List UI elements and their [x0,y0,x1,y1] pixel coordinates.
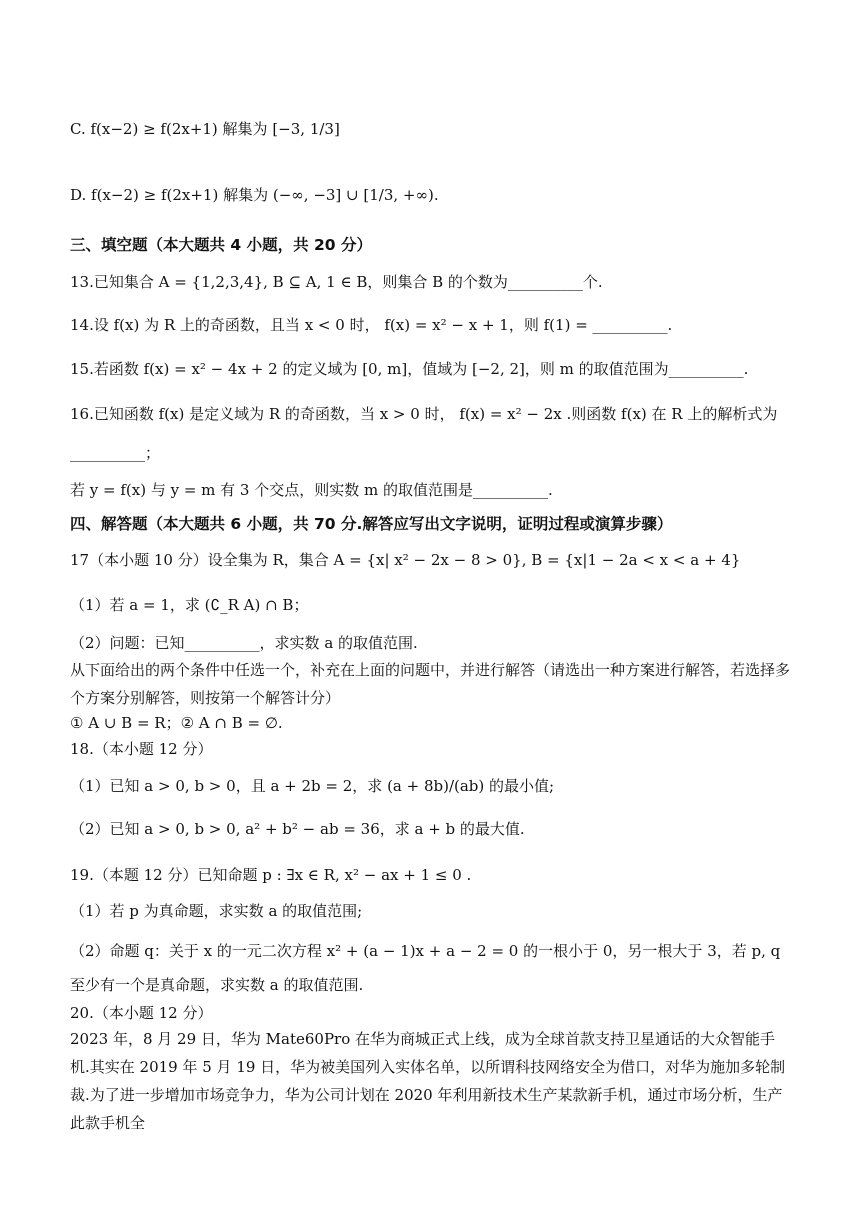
question-17-instructions: 从下面给出的两个条件中任选一个，补充在上面的问题中，并进行解答（请选出一种方案进行解答，若选择多个方案分别解答，则按第一个解答计分） [70,661,791,707]
question-16-line1: 16.已知函数 f(x) 是定义域为 R 的奇函数，当 x > 0 时， f(x) = x² − 2x .则函数 f(x) 在 R 上的解析式为 [70,405,778,423]
question-17-part2: （2）问题：已知__________，求实数 a 的取值范围. [70,634,418,652]
question-14: 14.设 f(x) 为 R 上的奇函数，且当 x < 0 时， f(x) = x² − x + 1，则 f(1) = __________. [70,316,673,334]
question-20: 20.（本小题 12 分） [70,1004,213,1022]
question-18-part2: （2）已知 a > 0, b > 0, a² + b² − ab = 36，求 a + b 的最大值. [70,820,525,838]
question-15: 15.若函数 f(x) = x² − 4x + 2 的定义域为 [0, m]，值域为 [−2, 2]，则 m 的取值范围为__________. [70,360,749,378]
question-16-line2: __________； [70,444,161,462]
question-18: 18.（本小题 12 分） [70,740,213,758]
option-d: D. f(x−2) ≥ f(2x+1) 解集为 (−∞, −3] ∪ [1/3, +∞). [70,186,439,204]
question-19-part1: （1）若 p 为真命题，求实数 a 的取值范围; [70,902,363,920]
question-16-line3: 若 y = f(x) 与 y = m 有 3 个交点，则实数 m 的取值范围是__________. [70,481,553,499]
question-19: 19.（本题 12 分）已知命题 p : ∃x ∈ R, x² − ax + 1 ≤ 0 . [70,866,472,884]
question-19-part2: （2）命题 q：关于 x 的一元二次方程 x² + (a − 1)x + a − 2 = 0 的一根小于 0，另一根大于 3，若 p, q 至少有一个是真命题，求实数 a 的取值范围. [70,942,781,994]
section-answer-heading: 四、解答题（本大题共 6 小题，共 70 分.解答应写出文字说明，证明过程或演算步骤） [70,515,673,533]
question-17-part1: （1）若 a = 1，求 (∁_R A) ∩ B； [70,596,309,614]
question-17-conditions: ① A ∪ B = R；② A ∩ B = ∅. [70,714,283,732]
option-c: C. f(x−2) ≥ f(2x+1) 解集为 [−3, 1/3] [70,120,340,138]
section-fill-blank-heading: 三、填空题（本大题共 4 小题，共 20 分） [70,236,372,254]
question-18-part1: （1）已知 a > 0, b > 0，且 a + 2b = 2，求 (a + 8b)/(ab) 的最小值; [70,777,555,795]
question-13: 13.已知集合 A = {1,2,3,4}, B ⊆ A, 1 ∈ B，则集合 B 的个数为__________个. [70,273,603,291]
question-17: 17（本小题 10 分）设全集为 R，集合 A = {x| x² − 2x − 8 > 0}, B = {x|1 − 2a < x < a + 4} [70,551,741,569]
question-20-text: 2023 年，8 月 29 日，华为 Mate60Pro 在华为商城正式上线，成为全球首款支持卫星通话的大众智能手机.其实在 2019 年 5 月 19 日，华为被美国列入实体名单，以所谓科技网络安全为借口，对华为施加多轮制裁.为了进一步增加市场竞争力，华为公司计划在 2020 年利用新技术生产某款新手机，通过市场分析，生产此款手机全 [70,1030,786,1132]
